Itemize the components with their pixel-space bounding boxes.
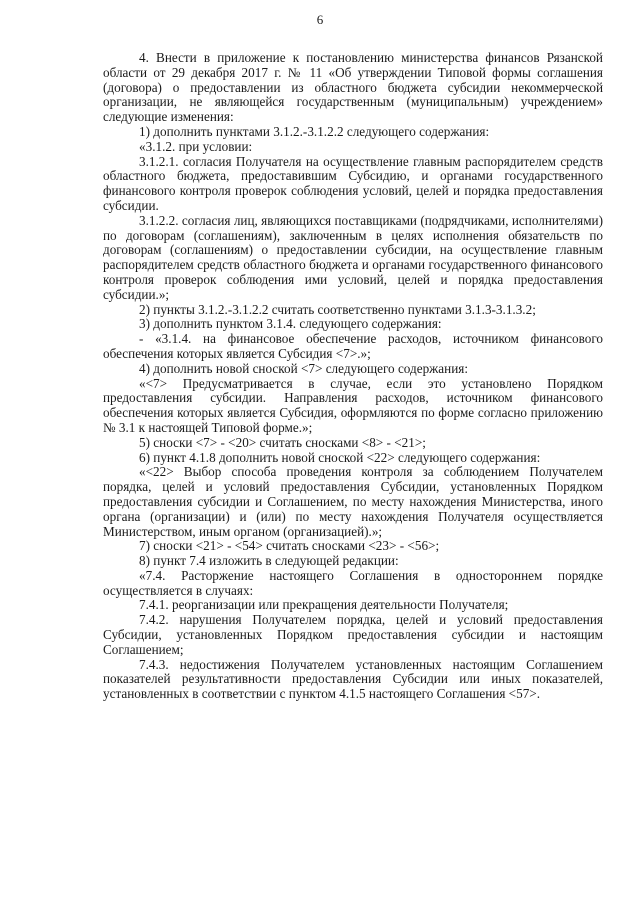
paragraph-item-4: 4. Внести в приложение к постановлению министерства финансов Рязанской области от 29 декабря 2017 г. № 11 «Об утверждении Типовой формы соглашения (договора) о предоставлении из областного бюджета субсидии некоммерческой организации, не являющейся государственным (муниципальным) учреждением» следующие изменения: <box>103 50 603 125</box>
paragraph-clause-7-4-3: 7.4.3. недостижения Получателем установленных настоящим Соглашением показателей результативности предоставления Субсидии или иных показателей, установленных в соответствии с пунктом 4.1.5 настоящего Соглашения <57>. <box>103 656 603 702</box>
page-number: 6 <box>316 12 324 27</box>
paragraph-subitem-3: 3) дополнить пунктом 3.1.4. следующего содержания: <box>139 316 442 332</box>
paragraph-footnote-22: «<22> Выбор способа проведения контроля за соблюдением Получателем порядка, целей и условий предоставления Субсидии, установленных Порядком предоставления субсидии и Соглашением, по месту нахождения Министерства, иного органа (организации) и (или) по месту нахождения Получателя осуществляется Министерством, иным органом (организацией).»; <box>103 464 603 539</box>
paragraph-subitem-8: 8) пункт 7.4 изложить в следующей редакции: <box>139 553 399 569</box>
paragraph-subitem-1: 1) дополнить пунктами 3.1.2.-3.1.2.2 следующего содержания: <box>139 123 490 139</box>
paragraph-clause-7-4-1: 7.4.1. реорганизации или прекращения деятельности Получателя; <box>139 597 509 613</box>
paragraph-subitem-2: 2) пункты 3.1.2.-3.1.2.2 считать соответственно пунктами 3.1.3-3.1.3.2; <box>139 301 536 317</box>
document-body <box>103 51 603 702</box>
paragraph-subitem-7: 7) сноски <21> - <54> считать сносками <23> - <56>; <box>139 538 440 554</box>
paragraph-subitem-5: 5) сноски <7> - <20> считать сносками <8> - <21>; <box>139 434 426 450</box>
paragraph-clause-7-4-2: 7.4.2. нарушения Получателем порядка, целей и условий предоставления Субсидии, установленных Порядком предоставления субсидии и настоящим Соглашением; <box>103 612 603 657</box>
paragraph-clause-7-4: «7.4. Расторжение настоящего Соглашения в одностороннем порядке осуществляется в случаях: <box>103 567 603 598</box>
paragraph-clause-3-1-2: «3.1.2. при условии: <box>139 138 253 154</box>
paragraph-footnote-7: «<7> Предусматривается в случае, если это установлено Порядком предоставления субсидии. Направления расходов, источником финансового обеспечения которых является Субсидия, оформляются по форме согласно приложению № 3.1 к настоящей Типовой форме.»; <box>103 375 603 435</box>
paragraph-subitem-6: 6) пункт 4.1.8 дополнить новой сноской <22> следующего содержания: <box>139 449 541 465</box>
paragraph-clause-3-1-4: - «3.1.4. на финансовое обеспечение расходов, источником финансового обеспечения которых является Субсидия <7>.»; <box>103 331 603 361</box>
paragraph-subitem-4: 4) дополнить новой сноской <7> следующего содержания: <box>139 360 468 376</box>
paragraph-clause-3-1-2-1: 3.1.2.1. согласия Получателя на осуществление главным распорядителем средств областного бюджета, предоставившим Субсидию, и органами государственного финансового контроля проверок соблюдения условий, целей и порядка предоставления субсидии. <box>103 153 603 213</box>
paragraph-clause-3-1-2-2: 3.1.2.2. согласия лиц, являющихся поставщиками (подрядчиками, исполнителями) по договорам (соглашениям), заключенным в целях исполнения обязательств по договорам (соглашениям) о предоставлении субсидии, на осуществление главным распорядителем средств областного бюджета и органами государственного финансового контроля проверок соблюдения ими условий, целей и порядка предоставления субсидии.»; <box>103 212 603 302</box>
